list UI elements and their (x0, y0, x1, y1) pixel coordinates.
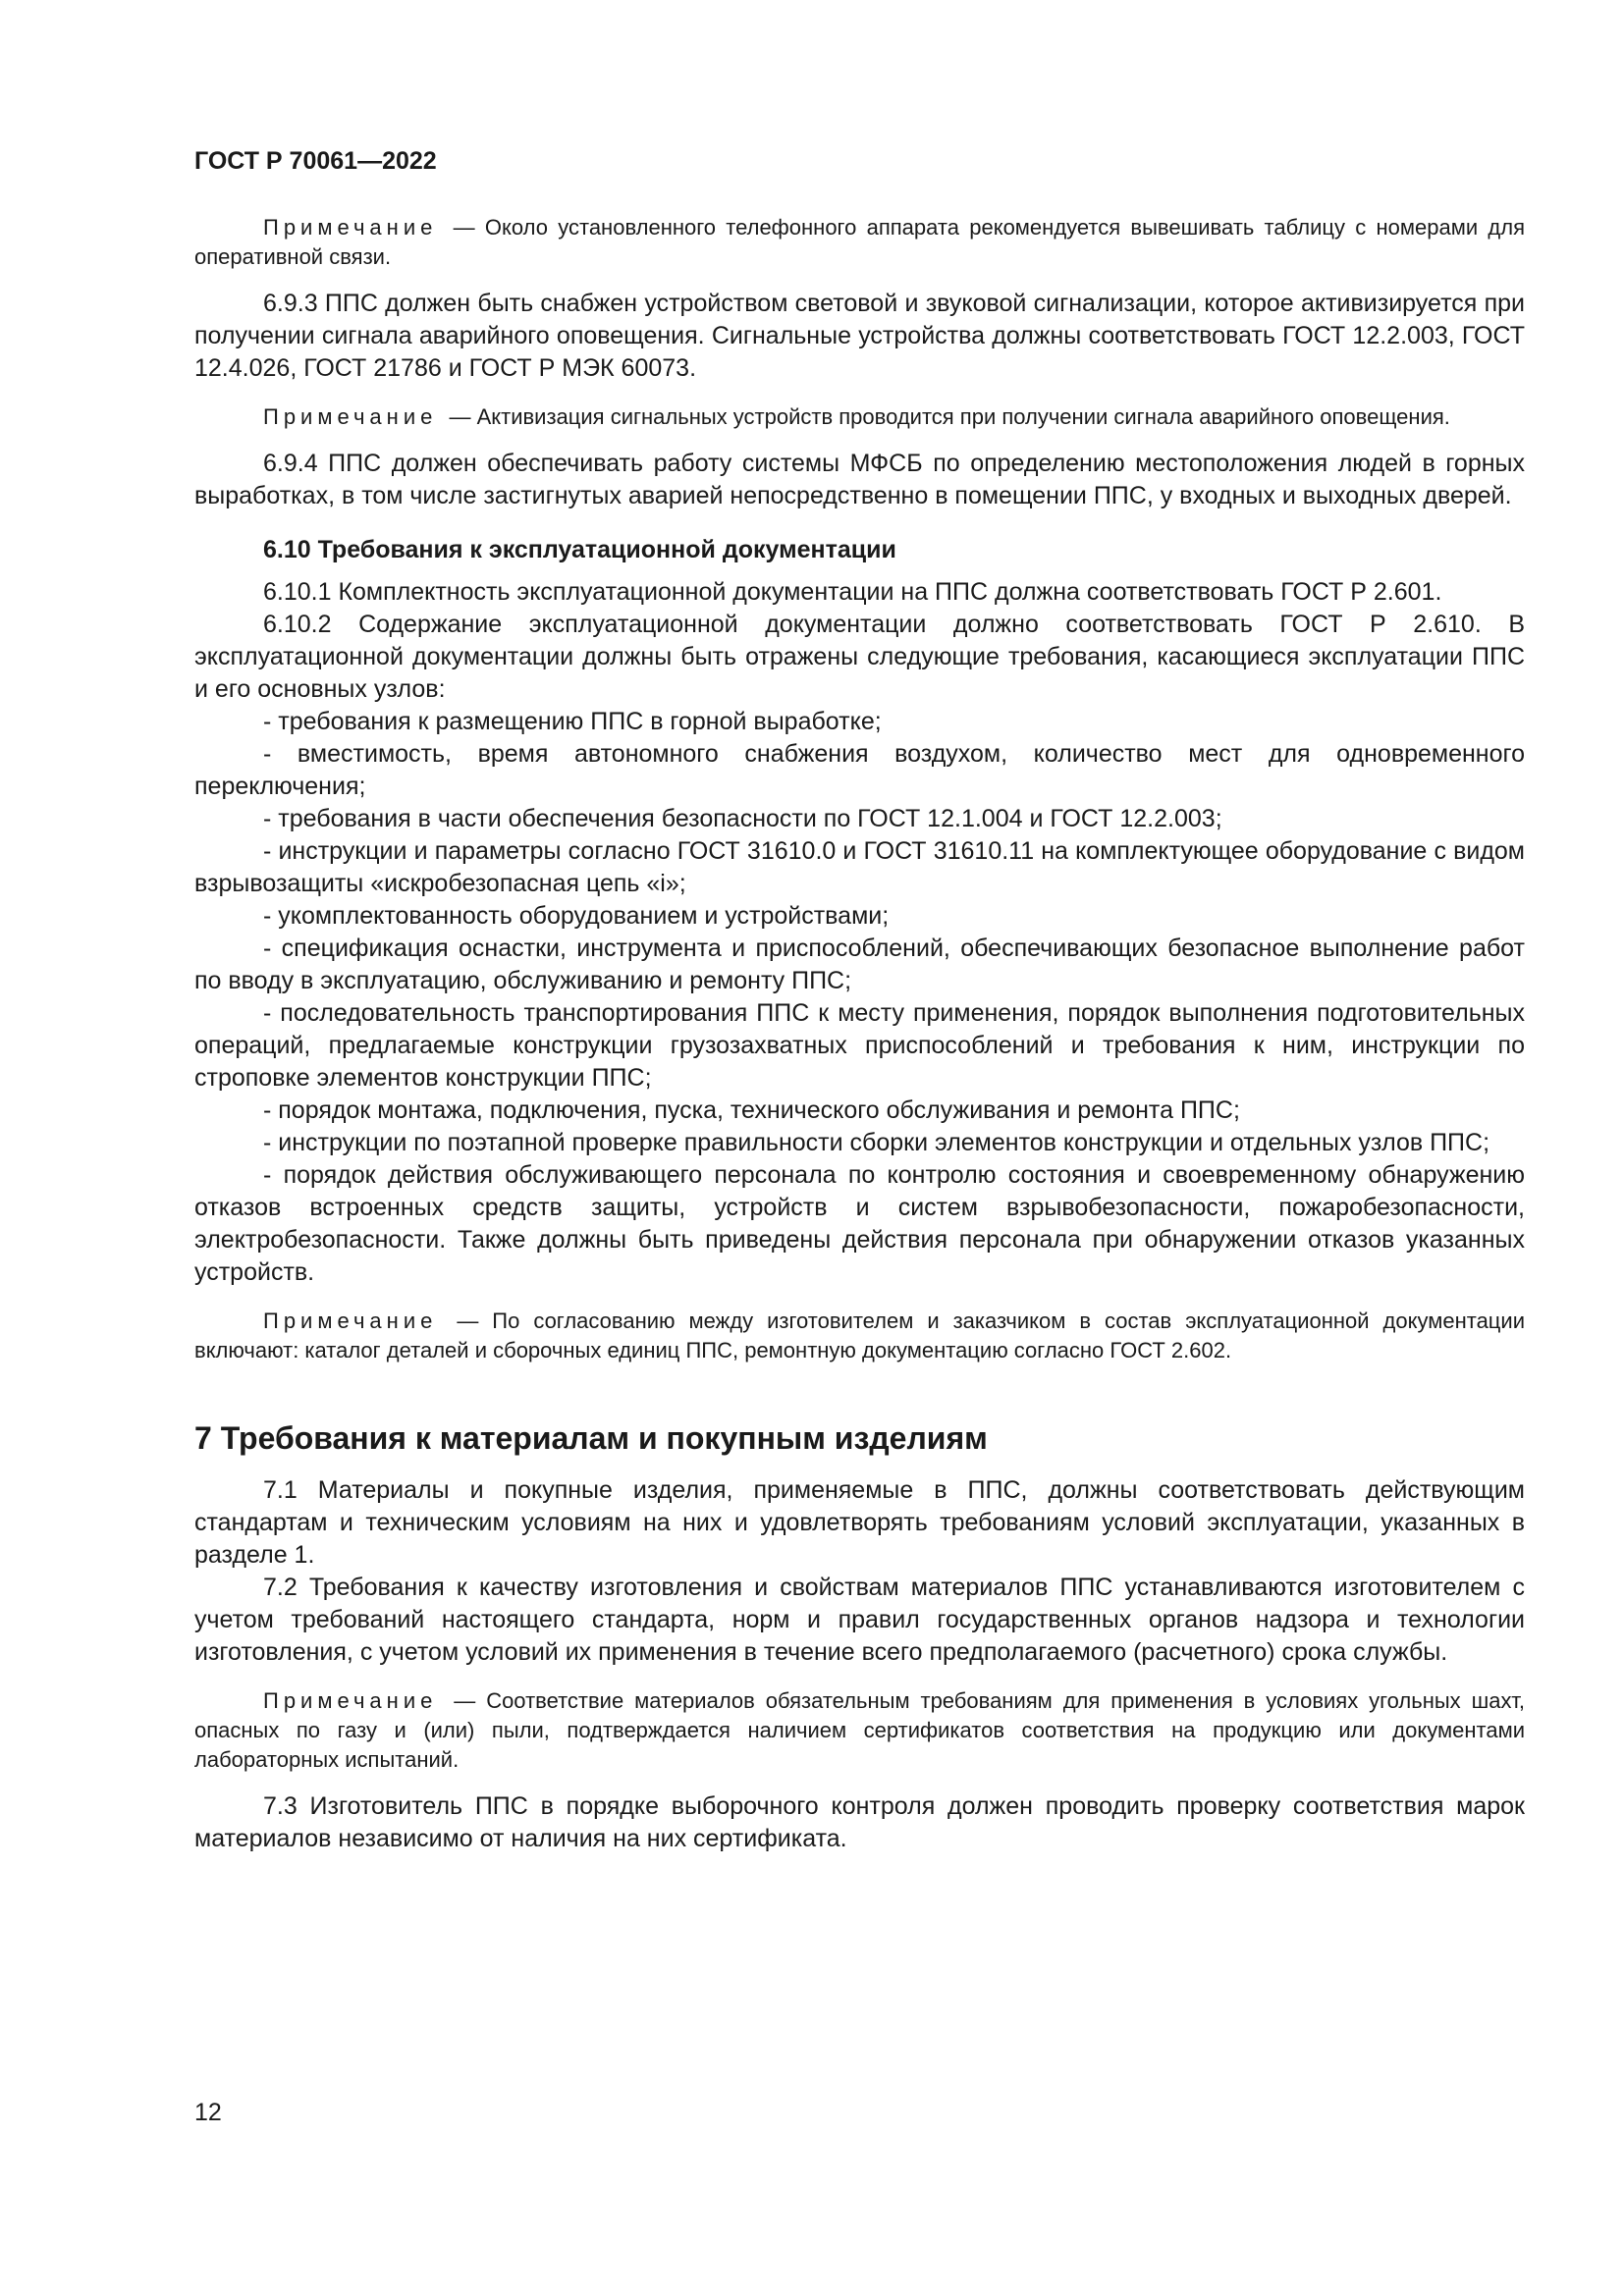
note-label: Примечание (263, 215, 438, 240)
note-dash: — (443, 215, 485, 240)
note-label: Примечание (263, 404, 438, 429)
note-text: По согласованию между изготовителем и заказчиком в состав эксплуатационной документации включают: каталог деталей и сборочных единиц ППС, ремонтную документацию согласно ГОСТ 2.602. (194, 1308, 1525, 1362)
paragraph-6-9-4: 6.9.4 ППС должен обеспечивать работу системы МФСБ по определению местоположения людей в горных выработках, в том числе застигнутых аварией непосредственно в помещении ППС, у входных и выходных дверей. (194, 450, 1525, 509)
paragraph-6-9-3: 6.9.3 ППС должен быть снабжен устройством световой и звуковой сигнализации, которое активизируется при получении сигнала аварийного оповещения. Сигнальные устройства должны соответствовать ГОСТ 12.2.003, ГОСТ 12.4.026, ГОСТ 21786 и ГОСТ Р МЭК 60073. (194, 290, 1525, 382)
note-1 (194, 213, 1525, 272)
note-label: Примечание (263, 1308, 438, 1333)
note-dash: — (443, 1308, 493, 1333)
note-3 (194, 1307, 1525, 1365)
note-label: Примечание (263, 1688, 438, 1713)
paragraph-7-3: 7.3 Изготовитель ППС в порядке выборочного контроля должен проводить проверку соответствия марок материалов независимо от наличия на них сертификата. (194, 1792, 1525, 1852)
note-4 (194, 1686, 1525, 1775)
note-dash: — (443, 1688, 487, 1713)
list-item: - порядок монтажа, подключения, пуска, технического обслуживания и ремонта ППС; (263, 1096, 1240, 1124)
list-item: - вместимость, время автономного снабжения воздухом, количество мест для одновременного переключения; (194, 740, 1525, 800)
paragraph-7-2: 7.2 Требования к качеству изготовления и свойствам материалов ППС устанавливаются изготовителем с учетом требований настоящего стандарта, норм и правил государственных органов надзора и технологии изготовления, с учетом условий их применения в течение всего предполагаемого (расчетного) срока службы. (194, 1574, 1525, 1666)
list-item: - инструкции и параметры согласно ГОСТ 31610.0 и ГОСТ 31610.11 на комплектующее оборудование с видом взрывозащиты «искробезопасная цепь «i»; (194, 837, 1525, 897)
list-item: - порядок действия обслуживающего персонала по контролю состояния и своевременному обнаружению отказов встроенных средств защиты, устройств и систем взрывобезопасности, пожаробезопасности, электробезопасности. Также должны быть приведены действия персонала при обнаружении отказов указанных устройств. (194, 1161, 1525, 1286)
list-item: - требования к размещению ППС в горной выработке; (263, 708, 882, 735)
page-number: 12 (194, 2099, 222, 2126)
paragraph-6-10-2: 6.10.2 Содержание эксплуатационной документации должно соответствовать ГОСТ Р 2.610. В эксплуатационной документации должны быть отражены следующие требования, касающиеся эксплуатации ППС и его основных узлов: (194, 611, 1525, 703)
list-item: - требования в части обеспечения безопасности по ГОСТ 12.1.004 и ГОСТ 12.2.003; (263, 805, 1222, 832)
list-item: - последовательность транспортирования ППС к месту применения, порядок выполнения подготовительных операций, предлагаемые конструкции грузозахватных приспособлений и требования к ним, инструкции по строповке элементов конструкции ППС; (194, 999, 1525, 1092)
paragraph-7-1: 7.1 Материалы и покупные изделия, применяемые в ППС, должны соответствовать действующим стандартам и техническим условиям на них и удовлетворять требованиям условий эксплуатации, указанных в разделе 1. (194, 1476, 1525, 1569)
note-2 (194, 402, 1525, 432)
list-item: - спецификация оснастки, инструмента и приспособлений, обеспечивающих безопасное выполнение работ по вводу в эксплуатацию, обслуживанию и ремонту ППС; (194, 934, 1525, 994)
section-heading-6-10: 6.10 Требования к эксплуатационной документации (263, 536, 896, 563)
document-page (194, 147, 1525, 1855)
note-text: Около установленного телефонного аппарата рекомендуется вывешивать таблицу с номерами для оперативной связи. (194, 215, 1526, 269)
note-dash: — (443, 404, 477, 429)
list-item: - укомплектованность оборудованием и устройствами; (263, 902, 890, 930)
list-item: - инструкции по поэтапной проверке правильности сборки элементов конструкции и отдельных узлов ППС; (263, 1129, 1490, 1156)
paragraph-6-10-1: 6.10.1 Комплектность эксплуатационной документации на ППС должна соответствовать ГОСТ Р 2.601. (263, 578, 1442, 606)
page-header: ГОСТ Р 70061—2022 (194, 147, 437, 175)
note-text: Соответствие материалов обязательным требованиям для применения в условиях угольных шахт, опасных по газу и (или) пыли, подтверждается наличием сертификатов соответствия на продукцию или документами лабораторных испытаний. (194, 1688, 1525, 1772)
note-text: Активизация сигнальных устройств проводится при получении сигнала аварийного оповещения. (476, 404, 1450, 429)
section-heading-7: 7 Требования к материалам и покупным изделиям (194, 1420, 988, 1456)
